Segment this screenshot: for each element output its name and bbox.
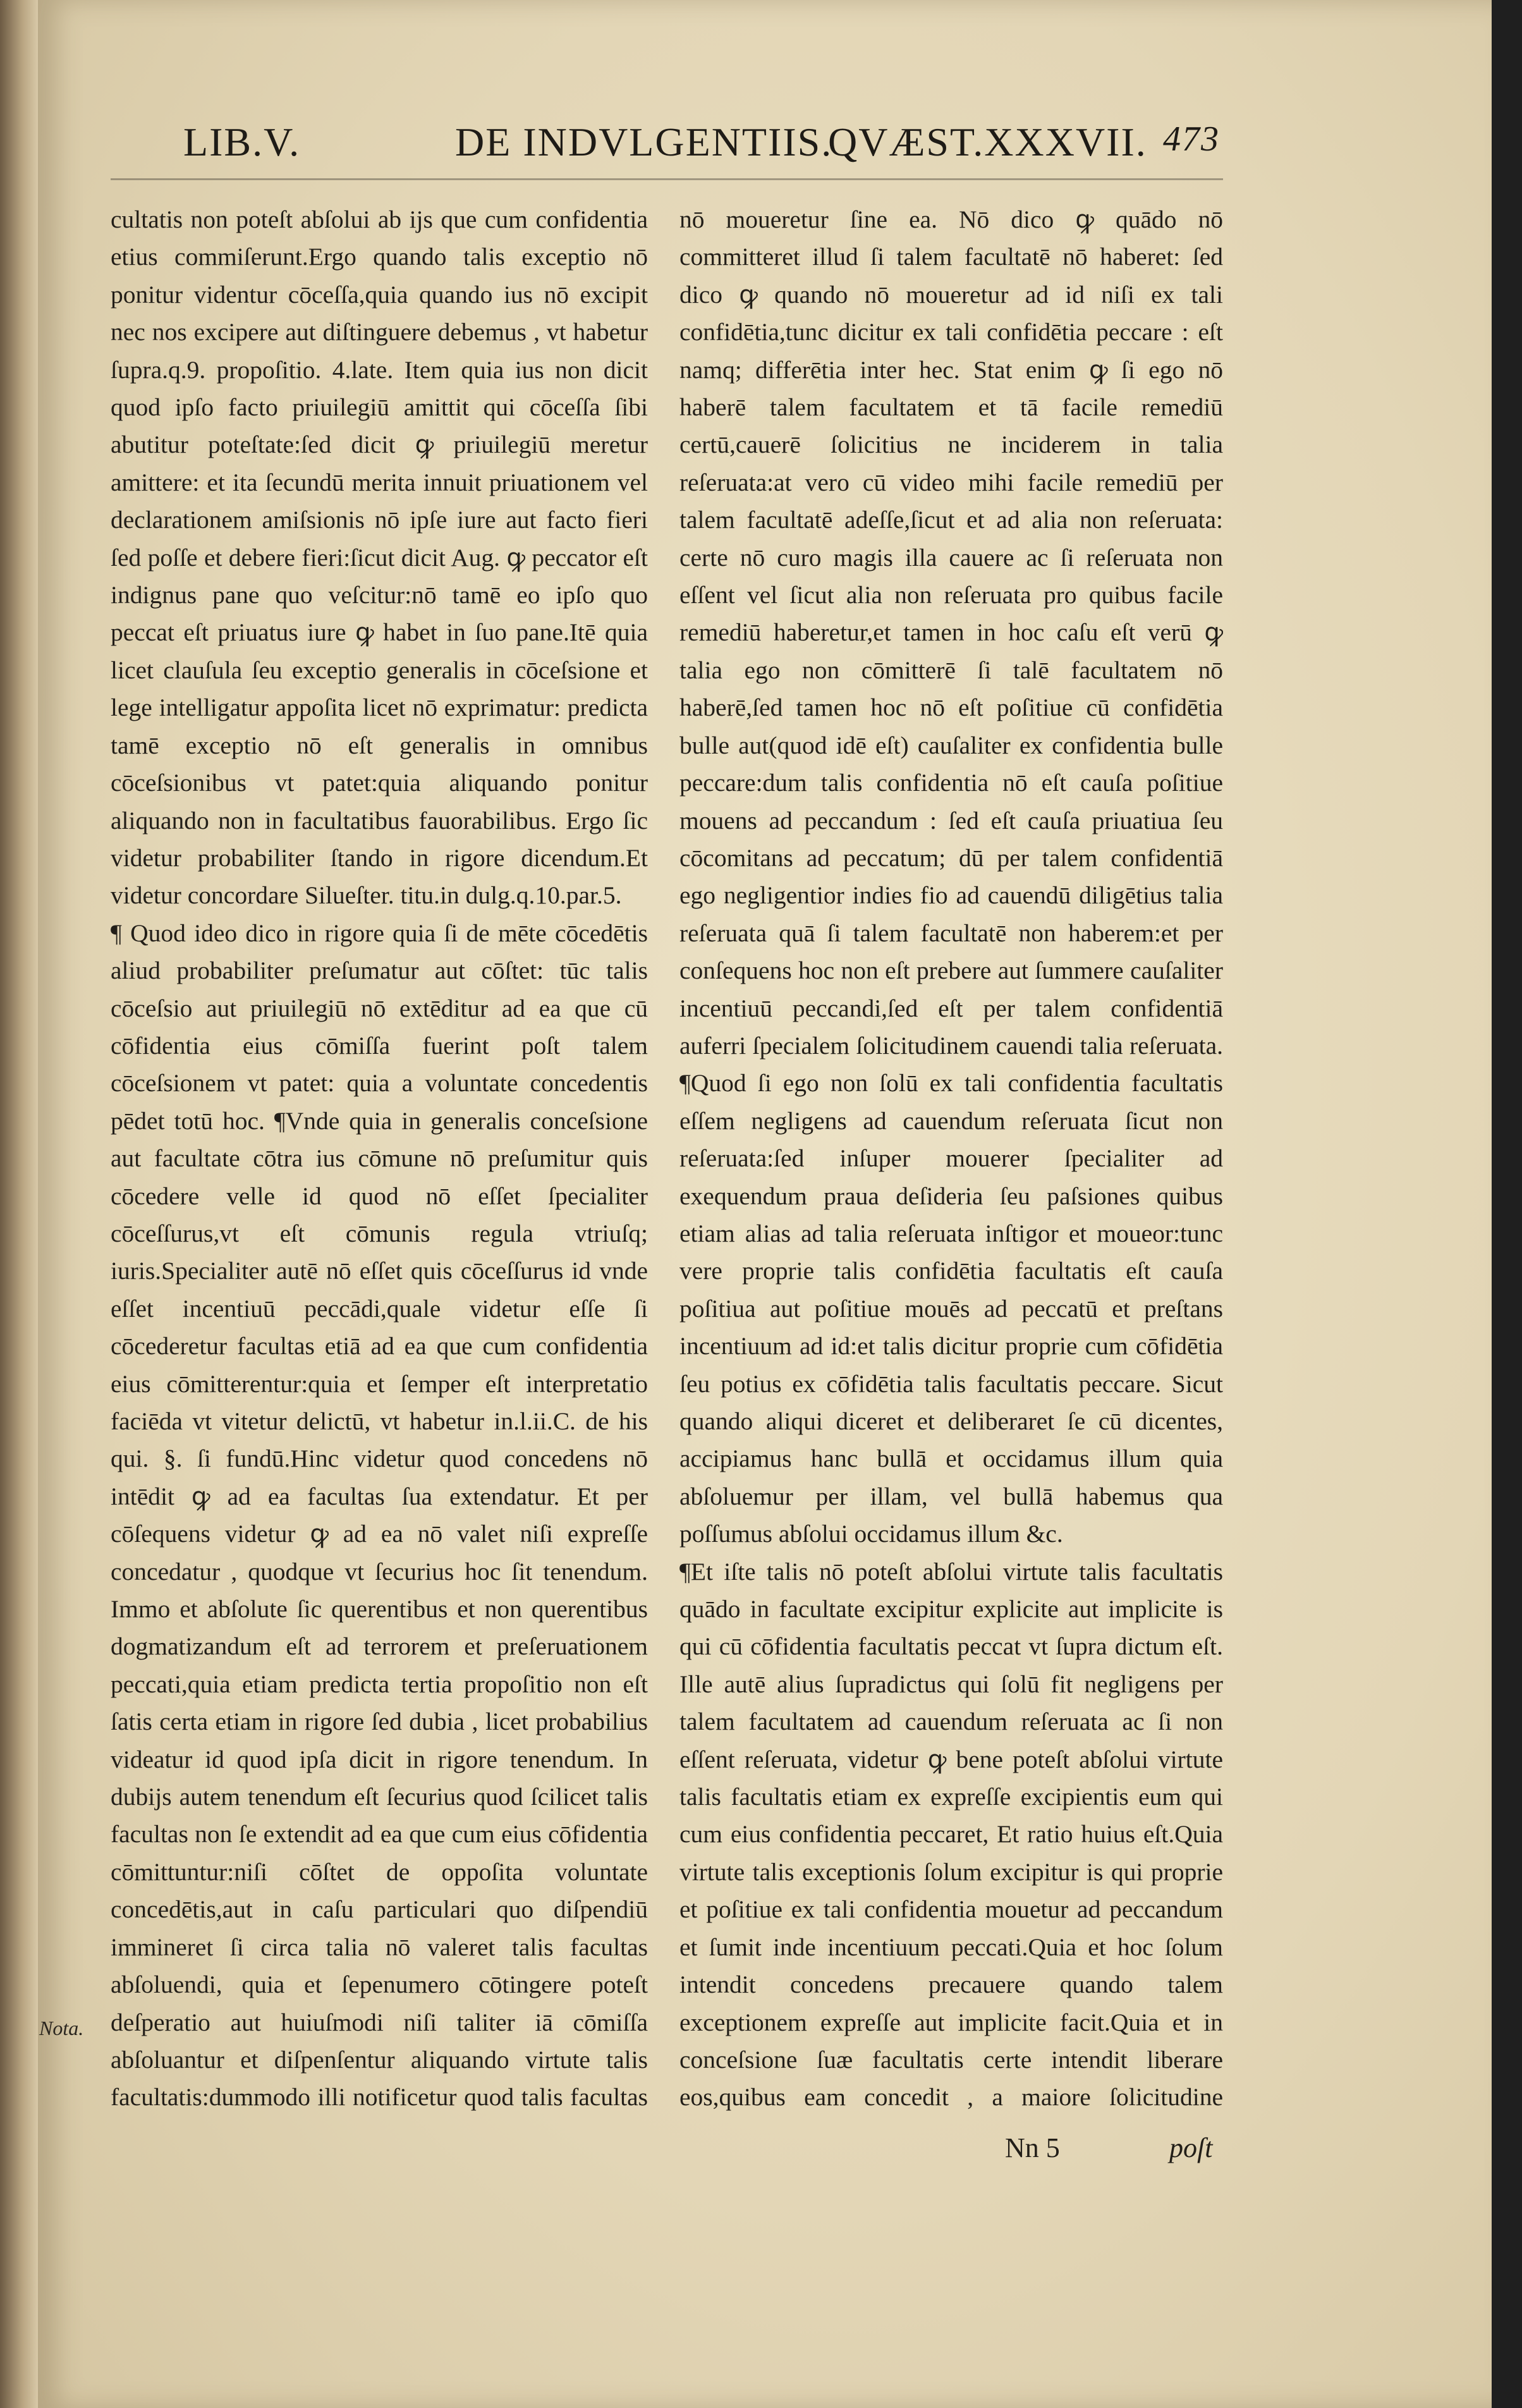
book-gutter	[0, 0, 38, 2408]
paraph-mark: ¶	[111, 919, 122, 947]
left-paragraph: ¶ Quod ideo dico in rigore quia ſi de mēte cōcedētis aliud probabiliter preſumatur aut cōſtet: tūc talis cōceſsio aut priuilegiū nō extēditur ad ea que cū cōfidentia eius cōmiſſa fuerint poſt talem cōceſsionem vt patet: quia a voluntate concedentis pēdet totū hoc. ¶Vnde quia in generalis conceſsione aut facultate cōtra ius cōmune nō preſumitur quis cōcedere velle id quod nō eſſet ſpecialiter cōceſſurus,vt eſt cōmunis regula vtriuſq; iuris.Specialiter autē nō eſſet quis cōceſſurus id vnde eſſet incentiuū peccādi,quale videtur eſſe ſi cōcederetur facultas etiā ad ea que cum confidentia eius cōmitterentur:quia et ſemper eſt interpretatio faciēda vt vitetur delictū, vt habetur in.l.ii.C. de his qui. §. ſi fundū.Hinc videtur quod concedens nō intēdit ꝙ ad ea facultas ſua extendatur. Et per cōſequens videtur ꝙ ad ea nō valet niſi expreſſe concedatur , quodque vt ſecurius hoc ſit tenendum. Immo et abſolute ſic querentibus et non querentibus dogmatizandum eſt ad terrorem et preſeruationem peccati,quia etiam predicta tertia propoſitio non eſt ſatis certa etiam in rigore ſed dubia , licet probabilius videatur id quod ipſa dicit in rigore tenendum. In dubijs autem tenendum eſt ſecurius quod ſcilicet talis facultas non ſe extendit ad ea que cum eius cōfidentia cōmittuntur:niſi cōſtet de oppoſita voluntate concedētis,aut in caſu particulari quo diſpendiū immineret ſi circa talia nō valeret talis facultas abſoluendi, quia et ſepenumero cōtingere poteſt deſperatio aut huiuſmodi niſi taliter iā cōmiſſa abſoluantur et diſpenſentur aliquando virtute talis facultatis:dummodo illi notificetur quod talis facultas	[111, 919, 648, 2112]
header-book: LIB.V.	[183, 119, 301, 164]
paraph-mark: ¶	[679, 1069, 691, 1097]
paraph-mark: ¶	[274, 1106, 286, 1135]
right-paragraph: nō moueretur ſine ea. Nō dico ꝙ quādo nō committeret illud ſi talem facultatē nō haberet: ſed dico ꝙ quando nō moueretur ad id niſi ex tali confidētia,tunc dicitur ex tali confidētia peccare : eſt namq; differētia inter hec. Stat enim ꝙ ſi ego nō haberē talem facultatem et tā facile remediū certū,cauerē ſolicitius ne inciderem in talia reſeruata:at vero cū video mihi facile remediū per talem facultatē adeſſe,ſicut et ad alia non reſeruata: certe nō curo magis illa cauere ac ſi reſeruata non eſſent vel ſicut alia non reſeruata pro quibus facile remediū haberetur,et tamen in hoc caſu eſt verū ꝙ talia ego non cōmitterē ſi talē facultatem nō haberē,ſed tamen hoc nō eſt poſitiue cū confidētia bulle aut(quod idē eſt) cauſaliter ex confidentia bulle peccare:dum talis confidentia nō eſt cauſa poſitiue mouens ad peccandum : ſed eſt cauſa priuatiua ſeu cōcomitans ad peccatum; dū per talem confidentiā ego negligentior indies fio ad cauendū diligētius talia reſeruata quā ſi talem facultatē non haberem:et per conſequens hoc non eſt prebere aut ſummere cauſaliter incentiuū peccandi,ſed eſt per talem confidentiā auferri ſpecialem ſolicitudinem cauendi talia reſeruata. ¶Quod ſi ego non ſolū ex tali confidentia facultatis eſſem negligens ad cauendum reſeruata ſicut non reſeruata:ſed inſuper mouerer ſpecialiter ad exequendum praua deſideria ſeu paſsiones quibus etiam alias ad talia reſeruata inſtigor et moueor:tunc vere proprie talis confidētia facultatis eſt cauſa poſitiua aut poſitiue mouēs ad peccatū et preſtans incentiuum ad id:et talis dicitur proprie cum cōfidētia ſeu potius ex cōfidētia talis facultatis peccare. Sicut quando aliqui diceret et deliberaret ſe cū dicentes, accipiamus hanc bullā et occidamus illum quia abſoluemur per illam, vel bullā habemus qua poſſumus abſolui occidamus illum &c.	[679, 205, 1223, 1548]
header-folio: 473	[1163, 119, 1220, 159]
left-text-column	[111, 201, 648, 2117]
signature-mark: Nn 5	[1005, 2132, 1060, 2163]
page-edge-shadow	[1492, 0, 1522, 2408]
header-title: DE INDVLGENTIIS.	[455, 119, 833, 164]
right-paragraph: ¶Et iſte talis nō poteſt abſolui virtute talis facultatis quādo in facultate excipitur explicite aut implicite is qui cū cōfidentia facultatis peccat vt ſupra dictum eſt. Ille autē alius ſupradictus qui ſolū fit negligens per talem facultatem ad cauendum reſeruata ac ſi non eſſent reſeruata, videtur ꝙ bene poteſt abſolui virtute talis facultatis etiam ex expreſſe excipientis eum qui cum eius confidentia peccaret, Et ratio huius eſt.Quia virtute talis exceptionis ſolum excipitur is qui proprie et poſitiue ex tali confidentia mouetur ad peccandum et ſumit inde incentiuum peccati.Quia et hoc ſolum intendit concedens precauere quando talem exceptionem expreſſe aut implicite facit.Quia et in conceſsione ſuæ facultatis certe intendit liberare eos,quibus eam concedit , a maiore ſolicitudine	[679, 1557, 1223, 2112]
header-rule	[111, 178, 1223, 180]
right-text-column	[679, 201, 1223, 2117]
paraph-mark: ¶	[679, 1557, 691, 1586]
marginal-note: Nota.	[39, 2017, 84, 2039]
left-paragraph: cultatis non poteſt abſolui ab ijs que cum confidentia etius commiſerunt.Ergo quando talis exceptio nō ponitur videntur cōceſſa,quia quando ius nō excipit nec nos excipere aut diſtinguere debemus , vt habetur ſupra.q.9. propoſitio. 4.late. Item quia ius non dicit quod ipſo facto priuilegiū amittit qui cōceſſa ſibi abutitur poteſtate:ſed dicit ꝙ priuilegiū meretur amittere: et ita ſecundū merita innuit priuationem vel declarationem amiſsionis nō ipſe iure aut facto fieri ſed poſſe et debere fieri:ſicut dicit Aug. ꝙ peccator eſt indignus pane quo veſcitur:nō tamē eo ipſo quo peccat eſt priuatus iure ꝙ habet in ſuo pane.Itē quia licet clauſula ſeu exceptio generalis in cōceſsione et lege intelligatur appoſita licet nō exprimatur: predicta tamē exceptio nō eſt generalis in omnibus cōceſsionibus vt patet:quia aliquando ponitur aliquando non in facultatibus fauorabilibus. Ergo ſic videtur probabiliter ſtando in rigore dicendum.Et videtur concordare Silueſter. titu.in dulg.q.10.par.5.	[111, 205, 648, 910]
catchword: poſt	[1169, 2132, 1213, 2163]
running-header	[183, 119, 1220, 176]
header-quaestio: QVÆST.XXXVII.	[828, 119, 1147, 164]
